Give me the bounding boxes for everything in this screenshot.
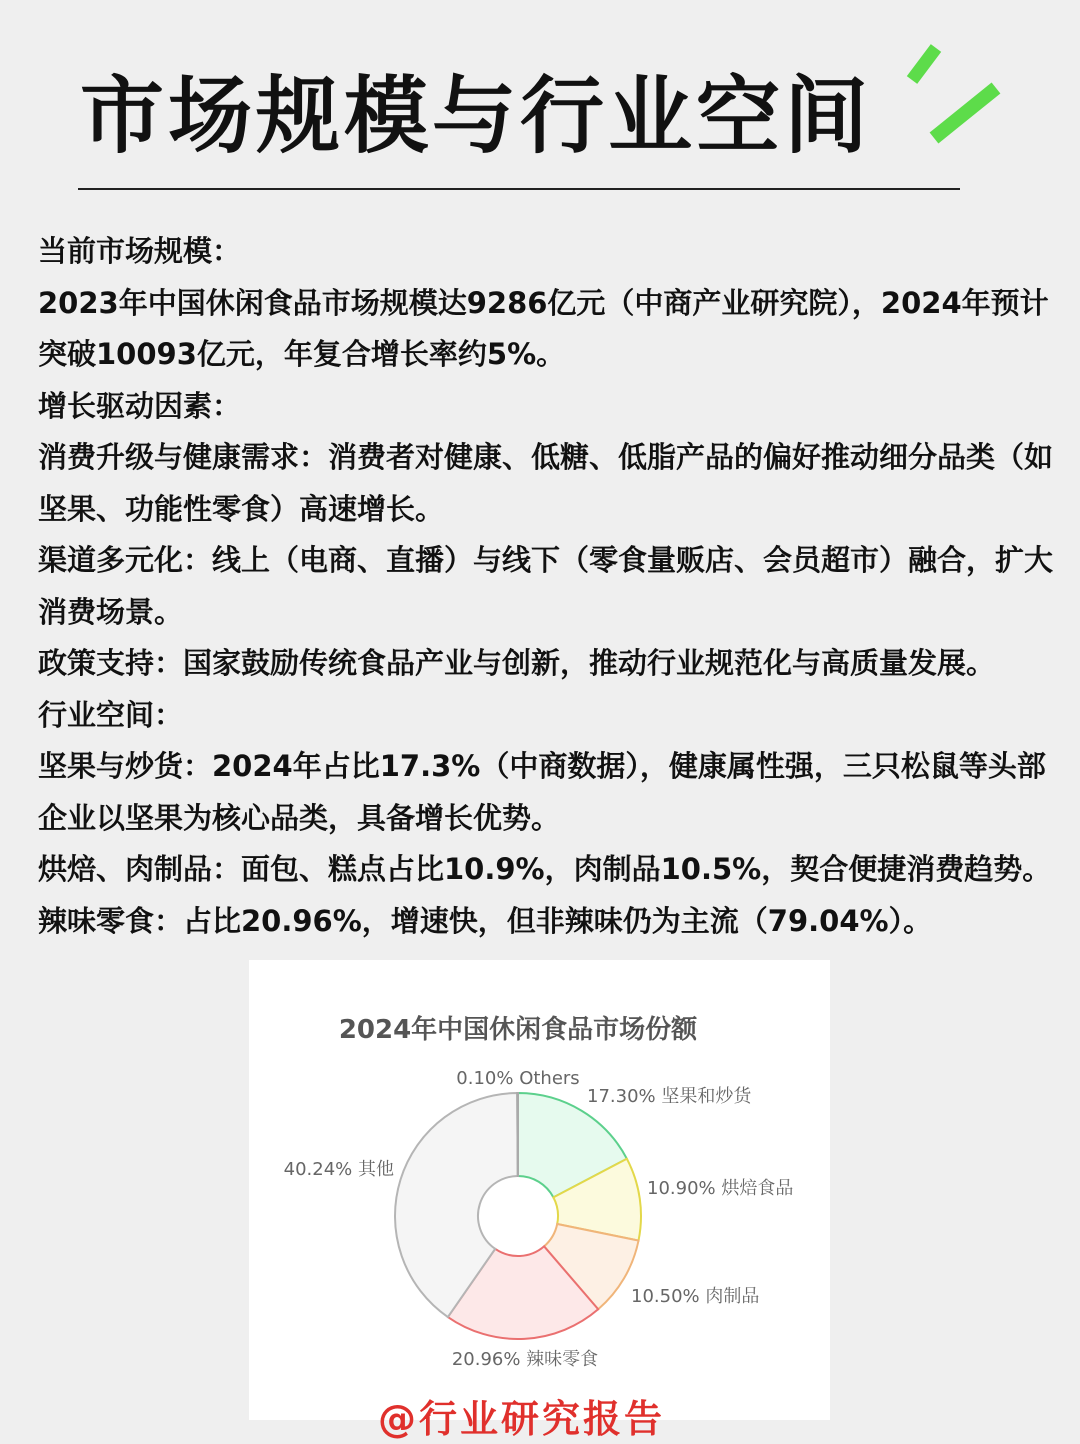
paragraph-consumption-upgrade: 消费升级与健康需求：消费者对健康、低糖、低脂产品的偏好推动细分品类（如坚果、功能性零食）高速增长。 <box>38 440 1054 526</box>
heading-growth-drivers: 增长驱动因素： <box>38 388 242 423</box>
slice-label-2: 10.90% 烘焙食品 <box>647 1178 794 1199</box>
article-body <box>38 226 1073 947</box>
paragraph-policy: 政策支持：国家鼓励传统食品产业与创新，推动行业规范化与高质量发展。 <box>38 646 996 680</box>
heading-current-scale: 当前市场规模： <box>38 234 242 268</box>
paragraph-bakery-meat-spicy: 烘焙、肉制品：面包、糕点占比10.9%，肉制品10.5%，契合便捷消费趋势。辣味零食：占比20.96%，增速快，但非辣味仍为主流（79.04%）。 <box>38 852 1052 938</box>
paragraph-channels: 渠道多元化：线上（电商、直播）与线下（零食量贩店、会员超市）融合，扩大消费场景。 <box>38 543 1054 629</box>
slice-label-5: 40.24% 其他 <box>283 1159 394 1180</box>
slash-accent-icon <box>900 40 1010 150</box>
heading-industry-space: 行业空间： <box>38 697 184 732</box>
page-title: 市场规模与行业空间 <box>80 67 873 165</box>
paragraph-market-size: 2023年中国休闲食品市场规模达9286亿元（中商产业研究院），2024年预计突破10093亿元，年复合增长率约5%。 <box>38 285 1049 371</box>
pie-slice-6 <box>517 1093 518 1176</box>
market-share-donut-chart <box>249 960 830 1420</box>
slice-label-6: 0.10% Others <box>456 1068 580 1089</box>
footer-handle: @行业研究报告 <box>378 1397 666 1441</box>
title-divider <box>78 188 960 190</box>
pie-chart-card <box>249 960 830 1420</box>
paragraph-nuts: 坚果与炒货：2024年占比17.3%（中商数据），健康属性强，三只松鼠等头部企业以坚果为核心品类，具备增长优势。 <box>38 749 1046 835</box>
slice-label-3: 10.50% 肉制品 <box>631 1286 760 1307</box>
slice-label-1: 17.30% 坚果和炒货 <box>587 1086 752 1107</box>
slice-label-4: 20.96% 辣味零食 <box>451 1349 599 1370</box>
chart-title: 2024年中国休闲食品市场份额 <box>338 1015 698 1045</box>
